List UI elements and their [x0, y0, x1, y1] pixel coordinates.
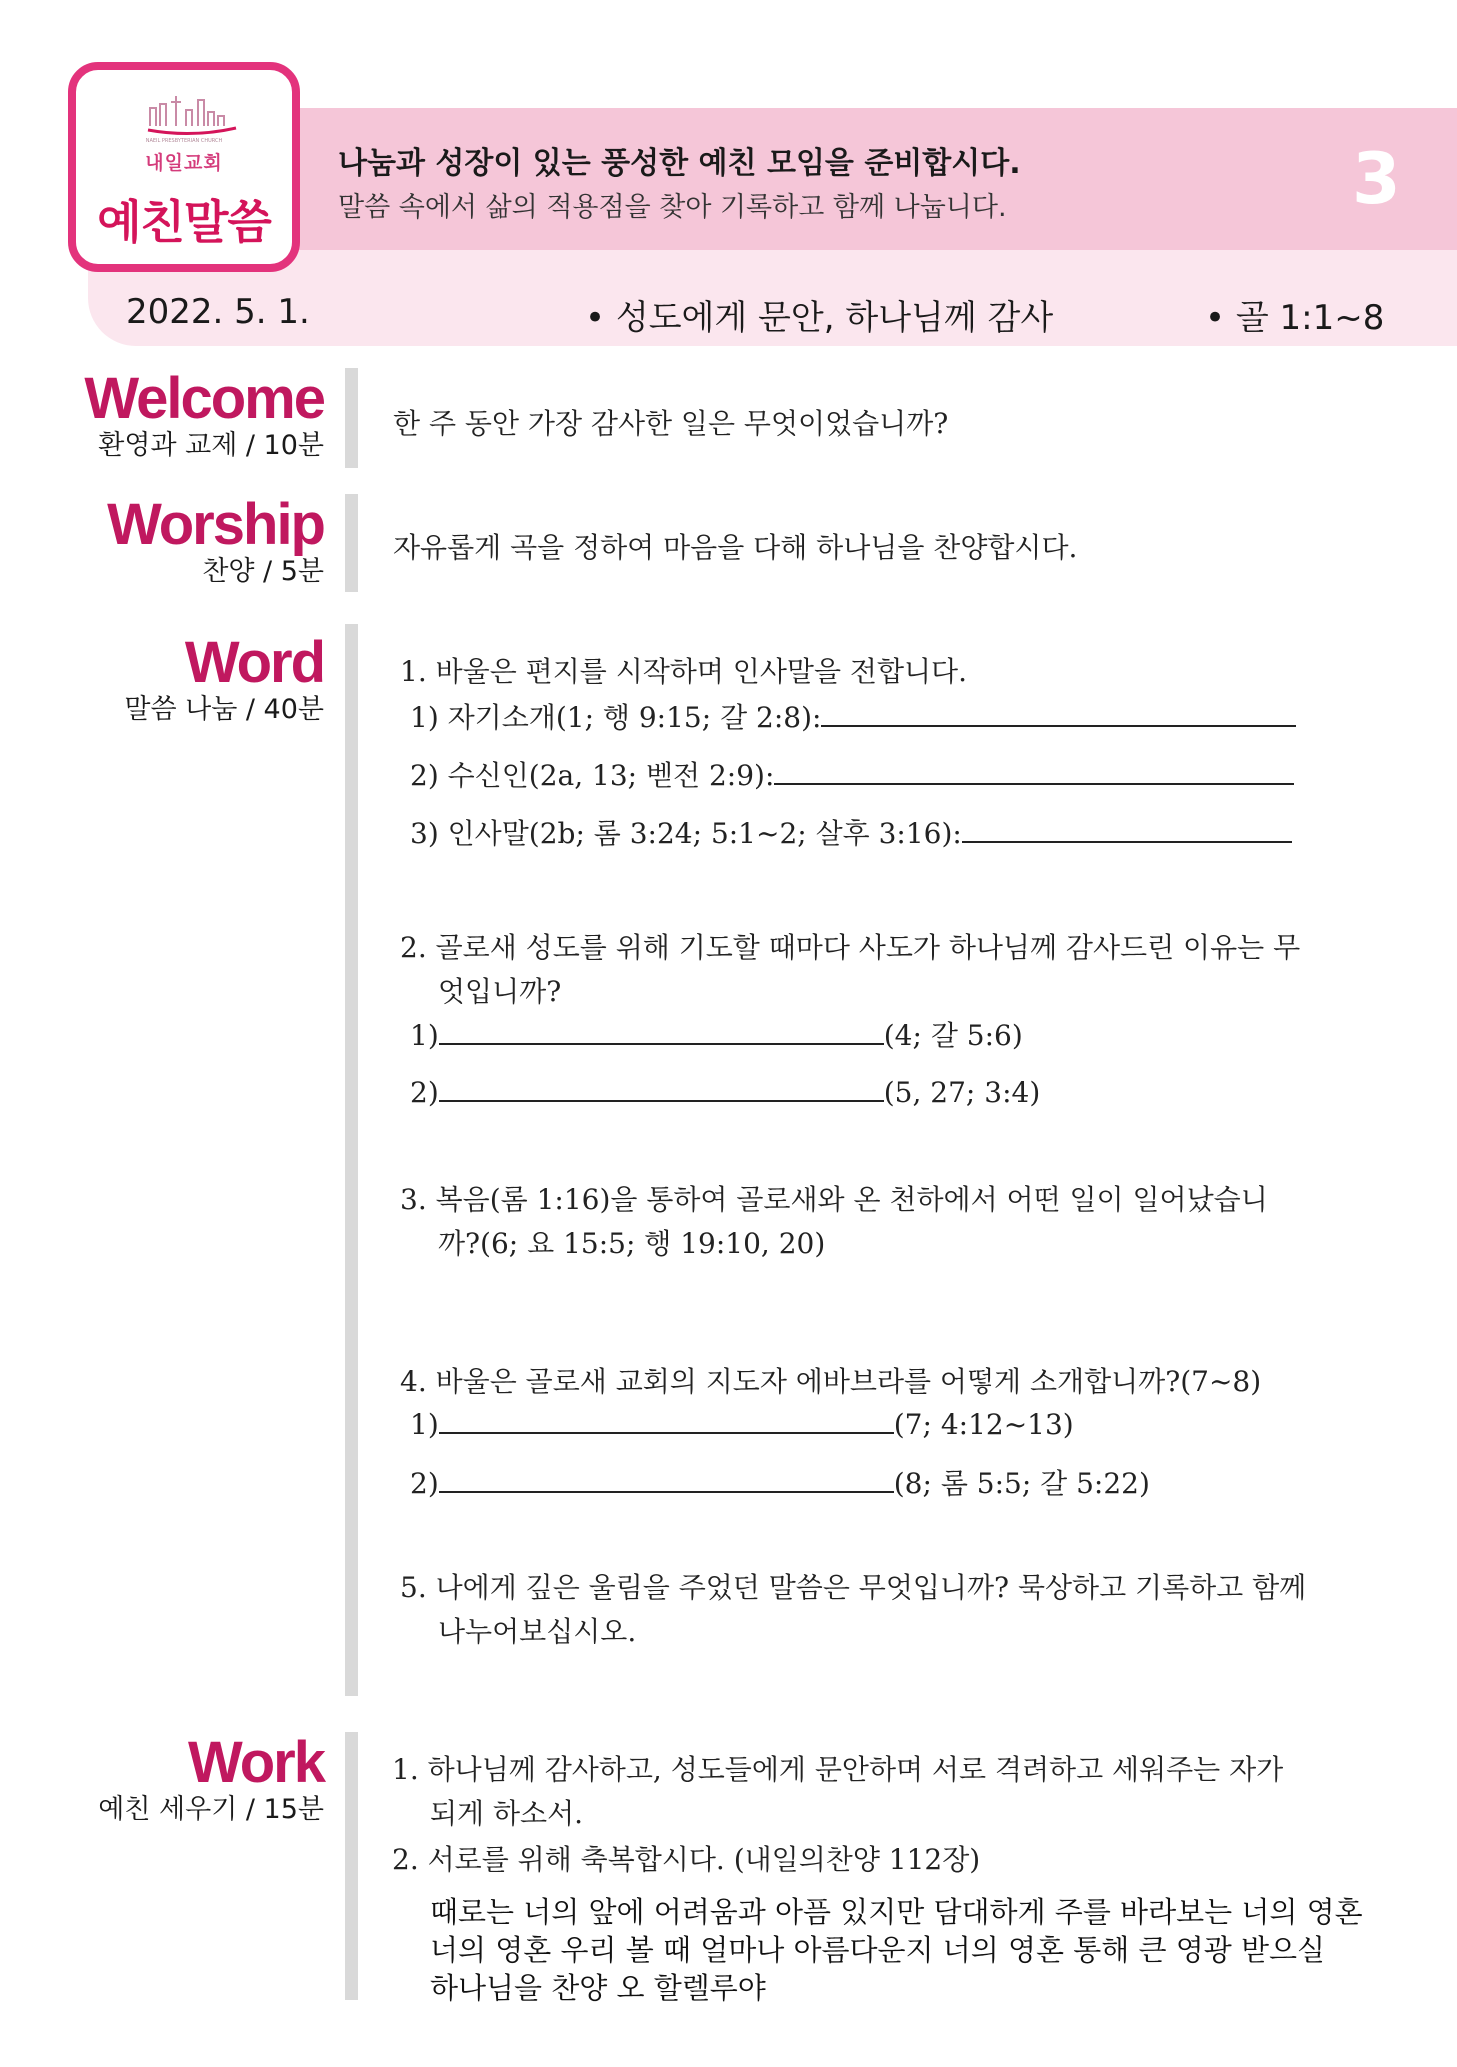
word-q5-line2: 나누어보십시오.: [438, 1615, 637, 1648]
work-item1-line2: 되게 하소서.: [430, 1797, 584, 1830]
welcome-bar: [345, 368, 358, 468]
word-q2-line1: 2. 골로새 성도를 위해 기도할 때마다 사도가 하나님께 감사드린 이유는 무: [400, 931, 1301, 964]
word-q3-line1: 3. 복음(롬 1:16)을 통하여 골로새와 온 천하에서 어떤 일이 일어났습니: [400, 1183, 1268, 1216]
hymn-line2: 너의 영혼 우리 볼 때 얼마나 아름다운지 너의 영혼 통해 큰 영광 받으실: [430, 1933, 1326, 1967]
word-bar: [345, 624, 358, 1696]
answer-line[interactable]: [439, 1404, 894, 1434]
work-item1-line1: 1. 하나님께 감사하고, 성도들에게 문안하며 서로 격려하고 세워주는 자가: [392, 1753, 1284, 1786]
answer-line[interactable]: [962, 813, 1292, 843]
logo-tagline: NAEIL PRESBYTERIAN CHURCH: [145, 138, 223, 144]
word-q4-a-ref: (7; 4:12~13): [893, 1408, 1074, 1441]
word-q1-a-label: 1) 자기소개(1; 행 9:15; 갈 2:8):: [410, 701, 822, 734]
answer-line[interactable]: [821, 697, 1296, 727]
church-name: 내일교회: [145, 152, 223, 174]
work-item2: 2. 서로를 위해 축복합시다. (내일의찬양 112장): [392, 1843, 981, 1876]
word-q2-line2: 엇입니까?: [438, 975, 562, 1008]
answer-line[interactable]: [439, 1015, 884, 1045]
work-title: Work: [188, 1730, 324, 1795]
word-q1: 1. 바울은 편지를 시작하며 인사말을 전합니다.: [400, 655, 967, 688]
answer-line[interactable]: [439, 1463, 894, 1493]
welcome-subtitle: 환영과 교제 / 10분: [98, 430, 324, 461]
header-subline: 말씀 속에서 삶의 적용점을 찾아 기록하고 함께 나눕니다.: [338, 192, 1007, 223]
word-q5-line1: 5. 나에게 깊은 울림을 주었던 말씀은 무엇입니까? 묵상하고 기록하고 함께: [400, 1571, 1307, 1604]
welcome-question: 한 주 동안 가장 감사한 일은 무엇이었습니까?: [393, 407, 949, 440]
page-number: 3: [1352, 138, 1401, 220]
word-q4: 4. 바울은 골로새 교회의 지도자 에바브라를 어떻게 소개합니까?(7~8): [400, 1365, 1262, 1398]
word-q3-line2: 까?(6; 요 15:5; 행 19:10, 20): [438, 1227, 826, 1260]
worship-text: 자유롭게 곡을 정하여 마음을 다해 하나님을 찬양합시다.: [393, 531, 1078, 564]
word-q4-a-label: 1): [410, 1408, 439, 1441]
word-q4-b: [410, 1462, 1150, 1502]
worship-subtitle: 찬양 / 5분: [202, 556, 324, 587]
word-q2-a-ref: (4; 갈 5:6): [883, 1019, 1023, 1052]
word-q2-b: [410, 1072, 1040, 1109]
word-q2-b-label: 2): [410, 1076, 439, 1109]
word-subtitle: 말씀 나눔 / 40분: [124, 694, 324, 725]
word-title: Word: [184, 630, 324, 695]
worship-title: Worship: [107, 492, 324, 557]
welcome-title: Welcome: [84, 366, 324, 431]
header-headline: 나눔과 성장이 있는 풍성한 예친 모임을 준비합시다.: [338, 146, 1021, 181]
word-q1-b: [410, 754, 1294, 794]
lesson-date: 2022. 5. 1.: [126, 292, 310, 332]
work-subtitle: 예친 세우기 / 15분: [98, 1794, 324, 1825]
work-bar: [345, 1732, 358, 2000]
answer-line[interactable]: [439, 1072, 884, 1102]
scripture-reference: • 골 1:1~8: [1205, 298, 1385, 338]
word-q1-b-label: 2) 수신인(2a, 13; 벧전 2:9):: [410, 759, 775, 792]
word-q4-a: [410, 1404, 1074, 1441]
booklet-title: 예친말씀: [97, 195, 271, 249]
church-skyline-icon: [146, 92, 238, 136]
word-q2-a-label: 1): [410, 1019, 439, 1052]
lesson-theme: • 성도에게 문안, 하나님께 감사: [585, 298, 1054, 338]
hymn-line1: 때로는 너의 앞에 어려움과 아픔 있지만 담대하게 주를 바라보는 너의 영혼: [430, 1895, 1363, 1929]
hymn-line3: 하나님을 찬양 오 할렐루야: [430, 1971, 766, 2005]
word-q1-c-label: 3) 인사말(2b; 롬 3:24; 5:1~2; 살후 3:16):: [410, 817, 962, 850]
church-logo: [68, 62, 300, 272]
word-q2-a: [410, 1014, 1023, 1054]
answer-line[interactable]: [774, 755, 1294, 785]
word-q2-b-ref: (5, 27; 3:4): [883, 1076, 1041, 1109]
word-q4-b-label: 2): [410, 1467, 439, 1500]
word-q4-b-ref: (8; 롬 5:5; 갈 5:22): [893, 1467, 1150, 1500]
word-q1-c: [410, 812, 1292, 852]
word-q1-a: [410, 696, 1296, 736]
worship-bar: [345, 494, 358, 592]
